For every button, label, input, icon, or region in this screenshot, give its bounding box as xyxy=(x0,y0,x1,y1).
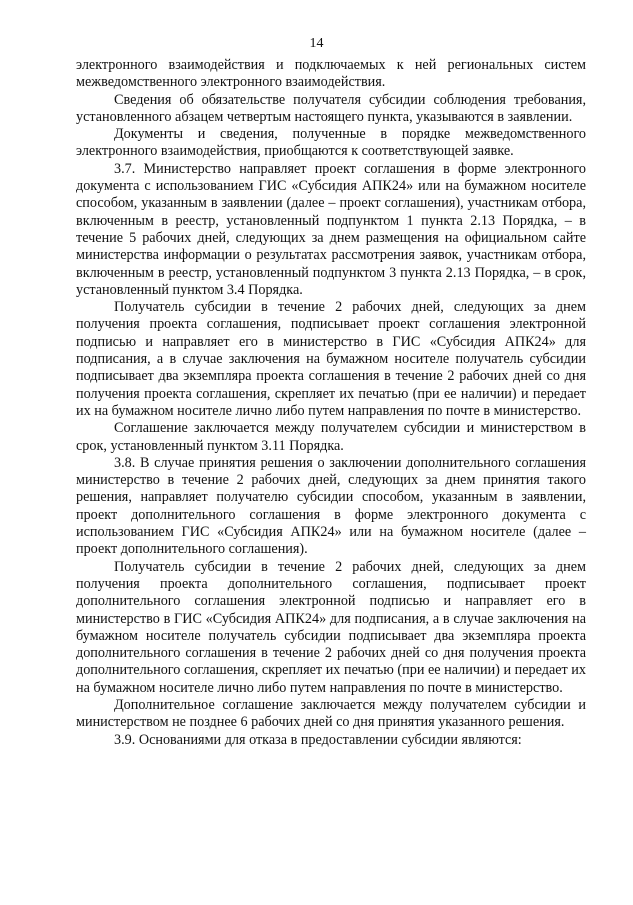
paragraph-6: Соглашение заключается между получателем субсидии и министерством в срок, установленный пунктом 3.11 Порядка. xyxy=(76,420,586,454)
paragraph-3-9: 3.9. Основаниями для отказа в предоставлении субсидии являются: xyxy=(114,731,522,748)
paragraph-3: Документы и сведения, полученные в порядке межведомственного электронного взаимодействия, приобщаются к соответствующей заявке. xyxy=(76,126,586,160)
body-text xyxy=(76,57,586,749)
paragraph-3-8: 3.8. В случае принятия решения о заключении дополнительного соглашения министерство в течение 2 рабочих дней, следующих за днем принятия такого решения, направляет получателю субсидии способом, указанным в заявлении, проект дополнительного соглашения в форме электронного документа с использованием ГИС «Субсидия АПК24» или на бумажном носителе (далее – проект дополнительного соглашения). xyxy=(76,454,586,558)
paragraph-3-7: 3.7. Министерство направляет проект соглашения в форме электронного документа с использованием ГИС «Субсидия АПК24» или на бумажном носителе способом, указанным в заявлении (далее – проект соглашения), участникам отбора, включенным в реестр, установленный подпунктом 1 пункта 2.13 Порядка, – в течение 5 рабочих дней, следующих за днем размещения на официальном сайте министерства информации о результатах рассмотрения заявок, участникам отбора, включенным в реестр, установленный подпунктом 3 пункта 2.13 Порядка, – в срок, установленный пунктом 3.4 Порядка. xyxy=(76,160,586,298)
paragraph-2: Сведения об обязательстве получателя субсидии соблюдения требования, установленного абзацем четвертым настоящего пункта, указываются в заявлении. xyxy=(76,91,586,125)
paragraph-8: Получатель субсидии в течение 2 рабочих дней, следующих за днем получения проекта дополнительного соглашения, подписывает проект дополнительного соглашения электронной подписью и направляет его в министерство в ГИС «Субсидия АПК24» для подписания, а в случае заключения на бумажном носителе получатель субсидии подписывает два экземпляра проекта дополнительного соглашения в течение 2 рабочих дней со дня получения проекта дополнительного соглашения, скрепляет их печатью (при ее наличии) и передает их на бумажном носителе лично либо путем направления по почте в министерство. xyxy=(76,558,586,696)
page-number: 14 xyxy=(309,36,324,51)
paragraph-1: электронного взаимодействия и подключаемых к ней региональных систем межведомственного электронного взаимодействия. xyxy=(76,57,586,91)
paragraph-5: Получатель субсидии в течение 2 рабочих дней, следующих за днем получения проекта соглашения, подписывает проект соглашения электронной подписью и направляет его в министерство в ГИС «Субсидия АПК24» для подписания, а в случае заключения на бумажном носителе получатель субсидии подписывает два экземпляра проекта соглашения в течение 2 рабочих дней со дня получения проекта соглашения, скрепляет их печатью (при ее наличии) и передает их на бумажном носителе лично либо путем направления по почте в министерство. xyxy=(76,299,586,419)
paragraph-9: Дополнительное соглашение заключается между получателем субсидии и министерством не позднее 6 рабочих дней со дня принятия указанного решения. xyxy=(76,696,586,731)
